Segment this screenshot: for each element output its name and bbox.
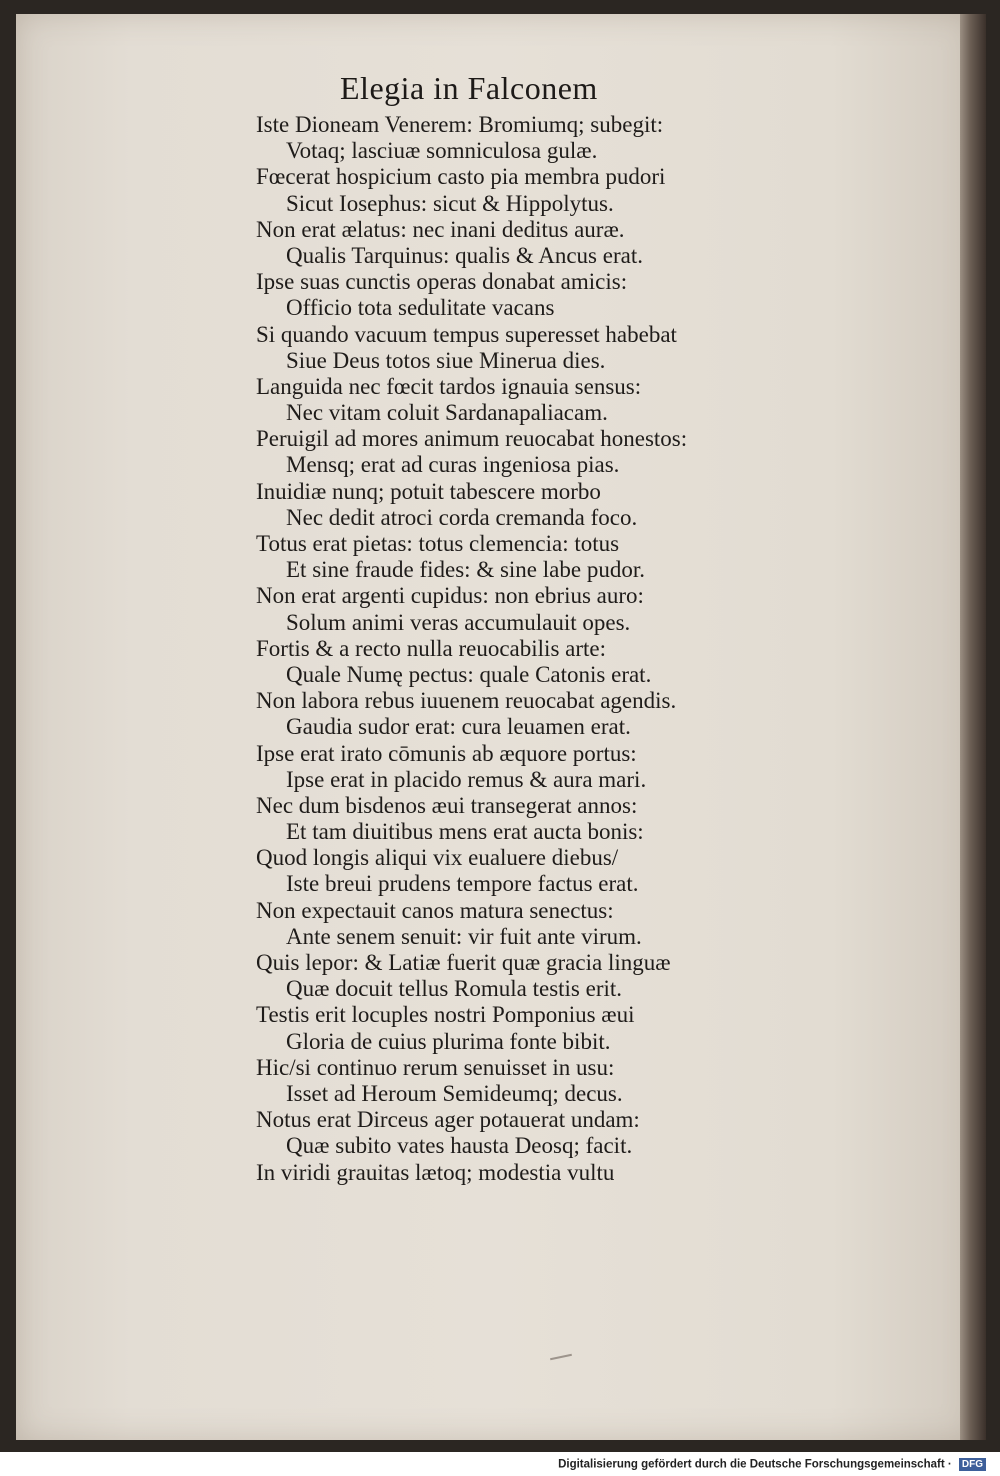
verse-line: Gloria de cuius plurima fonte bibit. bbox=[286, 1028, 611, 1054]
verse-line: Quale Numę pectus: quale Catonis erat. bbox=[286, 661, 652, 687]
verse-line: Non erat argenti cupidus: non ebrius auro: bbox=[256, 583, 644, 609]
verse-line: Non erat ælatus: nec inani deditus auræ. bbox=[256, 216, 625, 242]
verse-line: Et tam diuitibus mens erat aucta bonis: bbox=[286, 819, 644, 845]
verse-line: Ipse erat irato cōmunis ab æquore portus: bbox=[256, 740, 637, 766]
verse-line: Iste Dioneam Venerem: Bromiumq; subegit: bbox=[256, 112, 664, 137]
verse-line: Quæ docuit tellus Romula testis erit. bbox=[286, 976, 623, 1002]
page-title: Elegia in Falconem bbox=[340, 70, 598, 106]
verse-line: In viridi grauitas lætoq; modestia vultu bbox=[256, 1159, 615, 1185]
verse-line: Languida nec fœcit tardos ignauia sensus: bbox=[256, 373, 642, 399]
verse-line: Fœcerat hospicium casto pia membra pudori bbox=[256, 164, 666, 190]
verse-line: Si quando vacuum tempus superesset habebat bbox=[256, 321, 677, 347]
verse-line: Qualis Tarquinus: qualis & Ancus erat. bbox=[286, 242, 643, 268]
verse-line: Notus erat Dirceus ager potauerat undam: bbox=[256, 1107, 640, 1133]
verse-line: Isset ad Heroum Semideumq; decus. bbox=[286, 1080, 623, 1106]
verse-line: Quis lepor: & Latiæ fuerit quæ gracia linguæ bbox=[256, 950, 671, 975]
verse-line: Sicut Iosephus: sicut & Hippolytus. bbox=[286, 190, 614, 216]
dfg-logo-icon: DFG bbox=[959, 1458, 986, 1471]
verse-line: Peruigil ad mores animum reuocabat honestos: bbox=[256, 426, 688, 452]
verse-line: Votaq; lasciuæ somniculosa gulæ. bbox=[286, 138, 598, 164]
verse-line: Officio tota sedulitate vacans bbox=[286, 295, 555, 321]
verse-line: Hic/si continuo rerum senuisset in usu: bbox=[256, 1054, 615, 1080]
verse-line: Fortis & a recto nulla reuocabilis arte: bbox=[256, 635, 606, 661]
verse-line: Ipse suas cunctis operas donabat amicis: bbox=[256, 269, 628, 295]
verse-line: Siue Deus totos siue Minerua dies. bbox=[286, 347, 606, 373]
verse-line: Iste breui prudens tempore factus erat. bbox=[286, 871, 639, 897]
verse-line: Nec dum bisdenos æui transegerat annos: bbox=[256, 792, 638, 818]
verse-line: Solum animi veras accumulauit opes. bbox=[286, 609, 631, 635]
verse-line: Quæ subito vates hausta Deosq; facit. bbox=[286, 1133, 633, 1159]
verse-line: Totus erat pietas: totus clemencia: totus bbox=[256, 531, 620, 556]
verse-line: Gaudia sudor erat: cura leuamen erat. bbox=[286, 714, 631, 740]
verse-line: Nec dedit atroci corda cremanda foco. bbox=[286, 504, 638, 530]
verse-line: Inuidiæ nunq; potuit tabescere morbo bbox=[256, 478, 601, 504]
verse-line: Quod longis aliqui vix eualuere diebus/ bbox=[256, 845, 619, 871]
verse-line: Ante senem senuit: vir fuit ante virum. bbox=[286, 923, 642, 949]
funding-credit bbox=[558, 1458, 986, 1471]
funding-credit-text: Digitalisierung gefördert durch die Deutsche Forschungsgemeinschaft · bbox=[558, 1458, 952, 1471]
verse-list bbox=[256, 112, 816, 1186]
verse-line: Nec vitam coluit Sardanapaliacam. bbox=[286, 400, 608, 426]
book-gutter bbox=[960, 14, 986, 1440]
verse-line: Mensq; erat ad curas ingeniosa pias. bbox=[286, 452, 620, 478]
verse-line: Et sine fraude fides: & sine labe pudor. bbox=[286, 557, 645, 583]
verse-line: Non labora rebus iuuenem reuocabat agendis. bbox=[256, 688, 677, 714]
verse-line: Non expectauit canos matura senectus: bbox=[256, 897, 614, 923]
verse-line: Testis erit locuples nostri Pomponius æui bbox=[256, 1002, 635, 1028]
verse-line: Ipse erat in placido remus & aura mari. bbox=[286, 766, 647, 792]
